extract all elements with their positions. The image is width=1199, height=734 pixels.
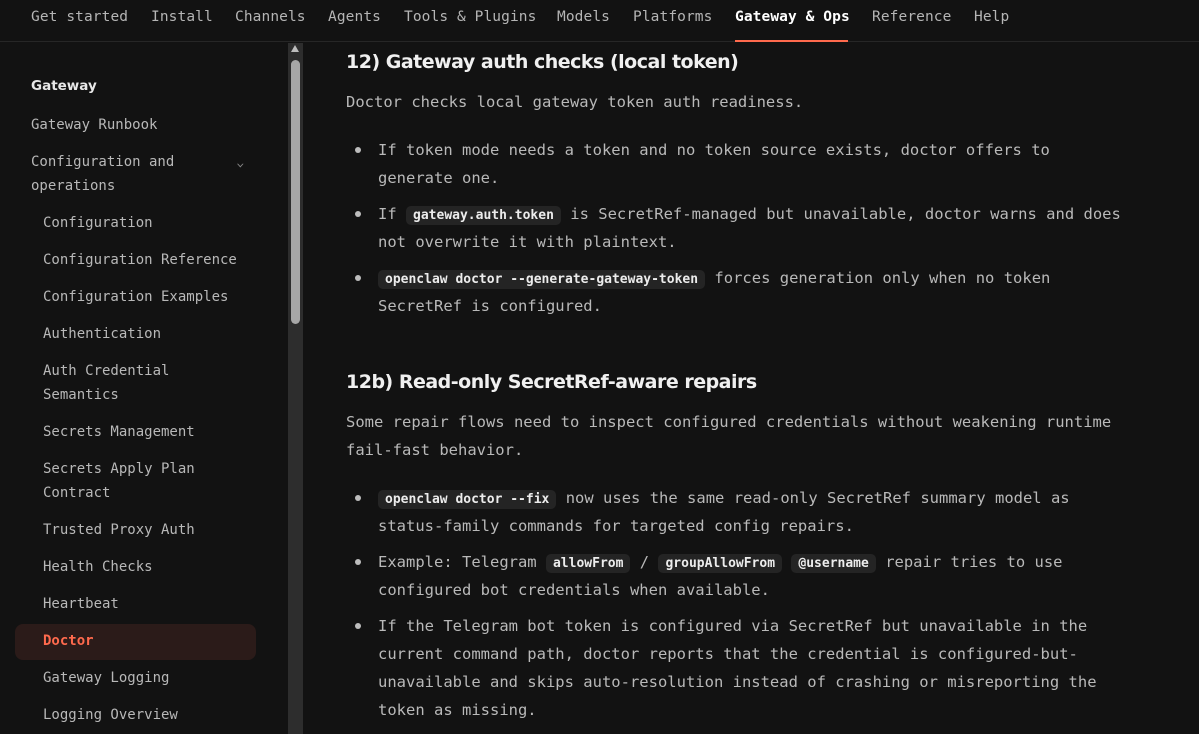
bullet-icon bbox=[355, 211, 361, 217]
sidebar-item-doctor[interactable]: Doctor bbox=[43, 633, 94, 649]
section-12b-bullet-1-line-1 bbox=[378, 484, 1070, 514]
tab-channels[interactable]: Channels bbox=[235, 9, 306, 25]
tab-help[interactable]: Help bbox=[974, 9, 1010, 25]
tab-platforms[interactable]: Platforms bbox=[633, 9, 713, 25]
active-tab-indicator bbox=[735, 40, 848, 42]
sidebar-item-health-checks[interactable]: Health Checks bbox=[43, 559, 153, 575]
sidebar-item-secrets-management[interactable]: Secrets Management bbox=[43, 424, 195, 440]
section-12b-bullet-3-line-1: If the Telegram bot token is configured via SecretRef but unavailable in the bbox=[378, 617, 1088, 635]
tab-reference[interactable]: Reference bbox=[872, 9, 952, 25]
bullet-icon bbox=[355, 623, 361, 629]
inline-code-groupallowfrom: groupAllowFrom bbox=[658, 554, 782, 573]
sidebar-item-gateway-logging[interactable]: Gateway Logging bbox=[43, 670, 170, 686]
sidebar-item-heartbeat[interactable]: Heartbeat bbox=[43, 596, 119, 612]
sidebar-item-trusted-proxy-auth[interactable]: Trusted Proxy Auth bbox=[43, 522, 195, 538]
tab-install[interactable]: Install bbox=[151, 9, 213, 25]
section-12b-intro-line-1: Some repair flows need to inspect configured credentials without weakening runtime bbox=[346, 413, 1112, 431]
bullet-icon bbox=[355, 275, 361, 281]
bullet-text: If bbox=[378, 205, 397, 223]
tab-agents[interactable]: Agents bbox=[328, 9, 381, 25]
scrollbar-thumb[interactable] bbox=[291, 60, 300, 324]
inline-code-gateway-auth-token: gateway.auth.token bbox=[406, 206, 561, 225]
section-12b-bullet-2-line-2: configured bot credentials when available. bbox=[378, 581, 770, 599]
top-nav bbox=[0, 0, 1199, 42]
bullet-text: repair tries to use bbox=[885, 553, 1063, 571]
sidebar-item-configuration-reference[interactable]: Configuration Reference bbox=[43, 252, 237, 268]
scroll-up-arrow-icon[interactable] bbox=[291, 45, 299, 52]
inline-code-doctor-fix: openclaw doctor --fix bbox=[378, 490, 556, 509]
sidebar-item-configuration-and-operations-line1[interactable]: Configuration and bbox=[31, 154, 175, 170]
section-12-intro: Doctor checks local gateway token auth readiness. bbox=[346, 93, 804, 111]
inline-code-generate-gateway-token: openclaw doctor --generate-gateway-token bbox=[378, 270, 705, 289]
bullet-icon bbox=[355, 559, 361, 565]
bullet-icon bbox=[355, 495, 361, 501]
inline-code-allowfrom: allowFrom bbox=[546, 554, 630, 573]
tab-models[interactable]: Models bbox=[557, 9, 610, 25]
bullet-text: forces generation only when no token bbox=[714, 269, 1051, 287]
bullet-icon bbox=[355, 147, 361, 153]
tab-get-started[interactable]: Get started bbox=[31, 9, 129, 25]
separator: / bbox=[639, 553, 650, 571]
sidebar-item-authentication[interactable]: Authentication bbox=[43, 326, 162, 342]
section-12b-bullet-1-line-2: status-family commands for targeted config repairs. bbox=[378, 517, 854, 535]
sidebar-item-configuration-and-operations-line2[interactable]: operations bbox=[31, 178, 116, 194]
section-heading-12: 12) Gateway auth checks (local token) bbox=[346, 51, 739, 73]
chevron-down-icon[interactable]: ⌄ bbox=[236, 156, 245, 169]
section-heading-12b: 12b) Read-only SecretRef-aware repairs bbox=[346, 371, 757, 393]
section-12-bullet-2-line-2: not overwrite it with plaintext. bbox=[378, 233, 677, 251]
sidebar-item-configuration[interactable]: Configuration bbox=[43, 215, 153, 231]
sidebar-item-auth-credential-semantics-line2[interactable]: Semantics bbox=[43, 387, 119, 403]
sidebar-item-auth-credential-semantics-line1[interactable]: Auth Credential bbox=[43, 363, 170, 379]
section-12-bullet-3-line-2: SecretRef is configured. bbox=[378, 297, 602, 315]
sidebar-item-configuration-examples[interactable]: Configuration Examples bbox=[43, 289, 229, 305]
sidebar-section-title: Gateway bbox=[31, 78, 97, 94]
inline-code-username: @username bbox=[791, 554, 875, 573]
tab-tools-plugins[interactable]: Tools & Plugins bbox=[404, 9, 537, 25]
section-12-bullet-3-line-1 bbox=[378, 264, 1050, 294]
section-12b-bullet-2-line-1 bbox=[378, 548, 1063, 578]
bullet-text: Example: Telegram bbox=[378, 553, 537, 571]
sidebar-item-secrets-apply-plan-line1[interactable]: Secrets Apply Plan bbox=[43, 461, 195, 477]
sidebar-item-secrets-apply-plan-line2[interactable]: Contract bbox=[43, 485, 111, 501]
section-12b-bullet-3-line-3: unavailable and skips auto-resolution instead of crashing or misreporting the bbox=[378, 673, 1097, 691]
section-12-bullet-1-line-2: generate one. bbox=[378, 169, 500, 187]
section-12b-bullet-3-line-4: token as missing. bbox=[378, 701, 537, 719]
sidebar-item-gateway-runbook[interactable]: Gateway Runbook bbox=[31, 117, 158, 133]
tab-gateway-ops[interactable]: Gateway & Ops bbox=[735, 9, 850, 25]
section-12-bullet-2-line-1 bbox=[378, 200, 1121, 230]
section-12b-bullet-3-line-2: current command path, doctor reports that the credential is configured-but- bbox=[378, 645, 1078, 663]
sidebar-item-logging-overview[interactable]: Logging Overview bbox=[43, 707, 178, 723]
bullet-text: now uses the same read-only SecretRef summary model as bbox=[565, 489, 1070, 507]
bullet-text: is SecretRef-managed but unavailable, doctor warns and does bbox=[570, 205, 1121, 223]
section-12-bullet-1-line-1: If token mode needs a token and no token source exists, doctor offers to bbox=[378, 141, 1050, 159]
section-12b-intro-line-2: fail-fast behavior. bbox=[346, 441, 524, 459]
